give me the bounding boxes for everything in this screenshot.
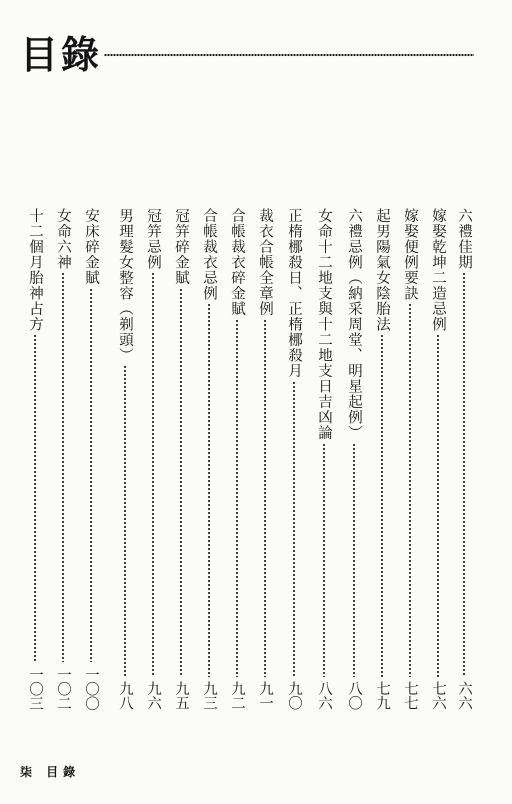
toc-entry-page: 六六 (456, 681, 472, 710)
toc-entry (26, 208, 44, 710)
toc-entry-page: 七六 (430, 681, 446, 710)
toc-entry (373, 208, 391, 710)
toc-leader-dots (436, 334, 440, 677)
toc-entry-page: 九八 (117, 681, 133, 710)
toc-entry-title: 女命六神 (55, 208, 71, 270)
toc-leader-dots (263, 319, 267, 677)
toc-entry (455, 208, 473, 710)
toc-entry-title: 合帳裁衣碎金賦 (229, 208, 245, 317)
toc-entry-page: 一〇〇 (83, 666, 99, 710)
toc-leader-dots (207, 303, 211, 677)
toc-entry-page: 一〇二 (55, 666, 71, 710)
toc-entry (256, 208, 274, 710)
toc-entry-title: 正楕梛殺日、正楕梛殺月 (286, 208, 302, 379)
toc-leader-dots (408, 303, 412, 677)
toc-entry-page: 七九 (374, 681, 390, 710)
toc-entry-page: 九一 (257, 681, 273, 710)
toc-entry-title: 十二個月胎神占方 (27, 208, 43, 332)
page-footer: 柒 目錄 (20, 765, 81, 779)
toc-leader-dots (179, 288, 183, 677)
toc-entry-page: 九五 (173, 681, 189, 710)
toc-entry-page: 一〇三 (27, 666, 43, 710)
toc-entry (315, 208, 333, 710)
toc-entry-title: 女命十二地支與十二地支日吉凶論 (316, 208, 332, 441)
toc-entry-title: 嫁娶便例要訣 (402, 208, 418, 301)
toc-entry-page: 八六 (316, 681, 332, 710)
toc-entry (144, 208, 162, 710)
toc-entry-page: 九三 (201, 681, 217, 710)
toc-entry (228, 208, 246, 710)
toc-entry-page: 七七 (402, 681, 418, 710)
toc-leader-dots (123, 365, 127, 677)
toc-entry-title: 六禮忌例（納采周堂、明星起例） (346, 208, 362, 441)
toc-leader-dots (462, 272, 466, 677)
toc-leader-dots (380, 334, 384, 677)
page-title: 目錄 (20, 32, 103, 77)
toc-leader-dots (235, 319, 239, 677)
toc-entry-title: 男理髮女整容（剃頭） (117, 208, 133, 363)
toc-entry-title: 冠笄碎金賦 (173, 208, 189, 286)
toc-entry (116, 208, 134, 710)
toc-entry (54, 208, 72, 710)
toc-entry-title: 裁衣合帳全章例 (257, 208, 273, 317)
toc-entry-page: 九六 (145, 681, 161, 710)
toc-entry-title: 起男陽氣女陰胎法 (374, 208, 390, 332)
toc-entry-page: 九二 (229, 681, 245, 710)
toc-entry-title: 合帳裁衣忌例 (201, 208, 217, 301)
toc-leader-dots (33, 334, 37, 662)
toc-entry-title: 六禮佳期 (456, 208, 472, 270)
toc-entry (172, 208, 190, 710)
toc-entry (200, 208, 218, 710)
toc-leader-dots (292, 381, 296, 677)
toc-entry-title: 安床碎金賦 (83, 208, 99, 286)
toc-leader-dots (352, 443, 356, 677)
toc-entry-title: 冠笄忌例 (145, 208, 161, 270)
toc-entry (285, 208, 303, 710)
toc-leader-dots (151, 272, 155, 677)
toc-leader-dots (322, 443, 326, 677)
toc-entry (82, 208, 100, 710)
toc-entry-page: 九〇 (286, 681, 302, 710)
toc-entry (401, 208, 419, 710)
toc-entry (429, 208, 447, 710)
toc-entry-title: 嫁娶乾坤二造忌例 (430, 208, 446, 332)
toc-entry (345, 208, 363, 710)
toc-leader-dots (89, 288, 93, 662)
toc-entry-page: 八〇 (346, 681, 362, 710)
toc-leader-dots (61, 272, 65, 662)
